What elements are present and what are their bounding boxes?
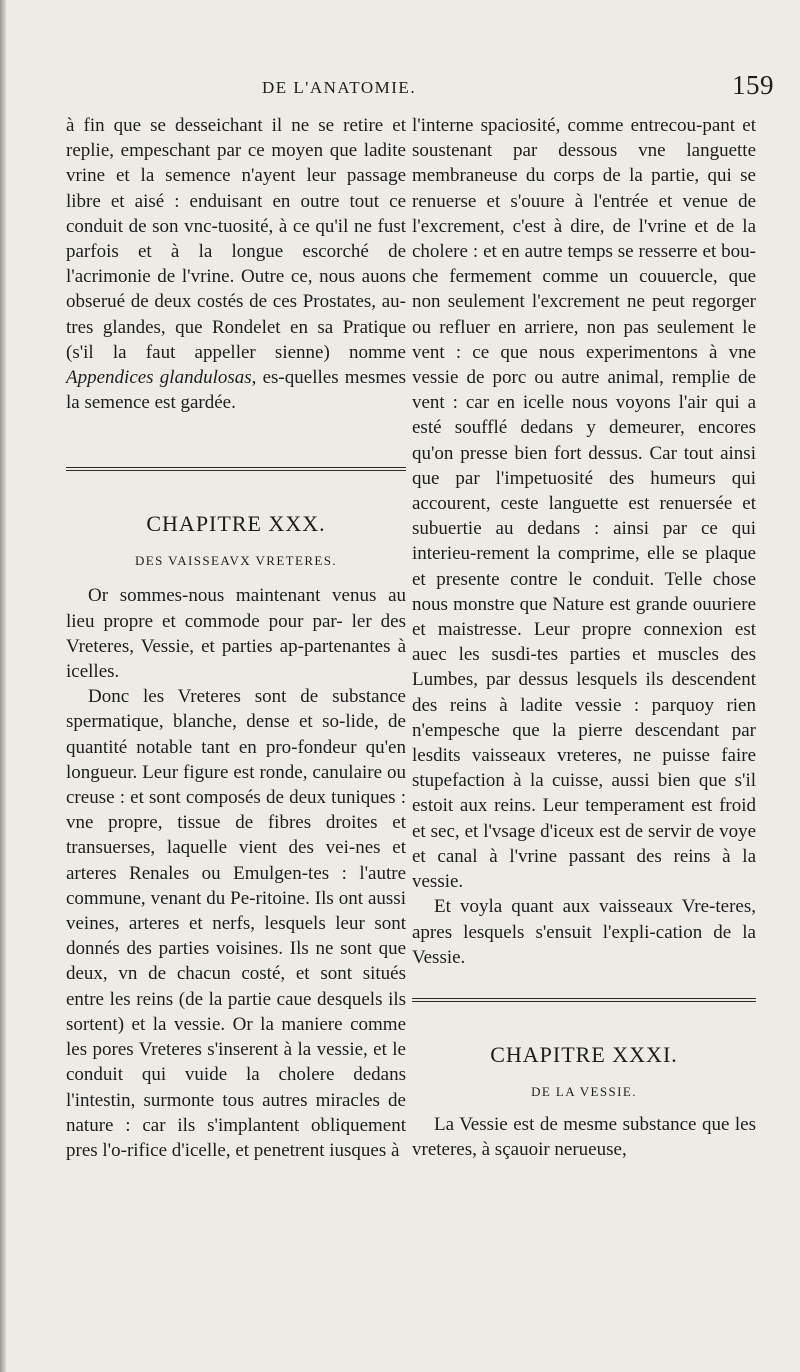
chapter-title: CHAPITRE XXX. <box>146 511 326 537</box>
paragraph: Or sommes-nous maintenant venus au lieu propre et commode pour par- ler des Vreteres, Vessie, et parties ap-partenantes à icelles. <box>66 585 407 683</box>
chapter-title: CHAPITRE XXXI. <box>490 1041 678 1067</box>
page-number: 159 <box>732 70 774 100</box>
page-edge-shadow <box>0 0 6 1372</box>
chapter-subtitle: DES VAISSEAVX VRETERES. <box>134 553 338 569</box>
chapter-divider <box>66 467 406 471</box>
chapter-subtitle: DE LA VESSIE. <box>531 1083 637 1099</box>
paragraph-continued: à fin que se desseichant il ne se retire et replie, empeschant par ce moyen que ladite vrine et la semence n'ayent leur passage libre et aisé : enduisant en outre tout ce conduit de son vnc-tuosité, à ce qu'il ne fust parfois et à la longue escorché de l'acrimonie de l'vrine. Outre ce, nous auons obserué de deux costés de ces Prostates, au-tres glandes, que Rondelet en sa Pratique (s'il la faut appeller sienne) nomme Appendices glandulosas, es-quelles mesmes la semence est gardée. <box>66 115 407 414</box>
paragraph: La Vessie est de mesme substance que les vreteres, à sçauoir nerueuse, <box>412 1113 757 1161</box>
paragraph: Donc les Vreteres sont de substance spermatique, blanche, dense et so-lide, de quantité notable tant en pro-fondeur qu'en longueur. Leur figure est ronde, canulaire ou creuse : et sont composés de deux tuniques : vne propre, tissue de fibres droites et transuerses, laquelle vient des vei-nes et arteres Renales ou Emulgen-tes : l'autre commune, venant du Pe-ritoine. Ils ont aussi veines, arteres et nerfs, lesquels leur sont donnés des parties voisines. Ils ne sont que deux, vn de chacun costé, et sont situés entre les reins (de la partie caue desquels ils sortent) et la vessie. Or la maniere comme les pores Vreteres s'inserent à la vessie, et le conduit qui vuide la cholere dedans l'intestin, surmonte tous autres miracles de nature : car ils s'implantent obliquement pres l'o-rifice d'icelle, et penetrent iusques à <box>66 686 407 1161</box>
left-column <box>66 113 406 1163</box>
running-head: DE L'ANATOMIE. <box>262 78 417 97</box>
paragraph: Et voyla quant aux vaisseaux Vre-teres, apres lesquels s'ensuit l'expli-cation de la Vessie. <box>412 896 756 968</box>
paragraph-continued: l'interne spaciosité, comme entrecou-pant et soustenant par dessous vne languette membraneuse du corps de la partie, qui se renuerse et s'ouure à l'entrée et venue de l'excrement, c'est à dire, de l'vrine et de la cholere : et en autre temps se resserre et bou-che fermement comme un couuercle, que non seulement l'excrement ne peut regorger ou refluer en arriere, non pas seulement le vent : ce que nous experimentons à vne vessie de porc ou autre animal, remplie de vent : car en icelle nous voyons l'air qui a esté soufflé dedans y demeurer, encores qu'on presse bien fort dessus. Car tout ainsi que par l'impetuosité des humeurs qui accourent, ceste languette est renuersée et subuertie au dedans : ainsi par ce qui interieu-rement la comprime, elle se plaque et presente contre le conduit. Telle chose nous monstre que Nature est grande ouuriere et maistresse. Leur propre connexion est auec les susdi-tes parties et muscles des Lumbes, par dessus lesquels ils descendent des reins à ladite vessie : parquoy rien n'empesche que la pierre descendant par lesdits vaisseaux vreteres, ne puisse faire stupefaction à la cuisse, aussi bien que s'il estoit aux reins. Leur temperament est froid et sec, et l'vsage d'iceux est de servir de voye et canal à l'vrine passant des reins à la vessie. <box>412 115 757 893</box>
chapter-divider <box>412 998 756 1002</box>
right-column <box>412 113 756 1162</box>
